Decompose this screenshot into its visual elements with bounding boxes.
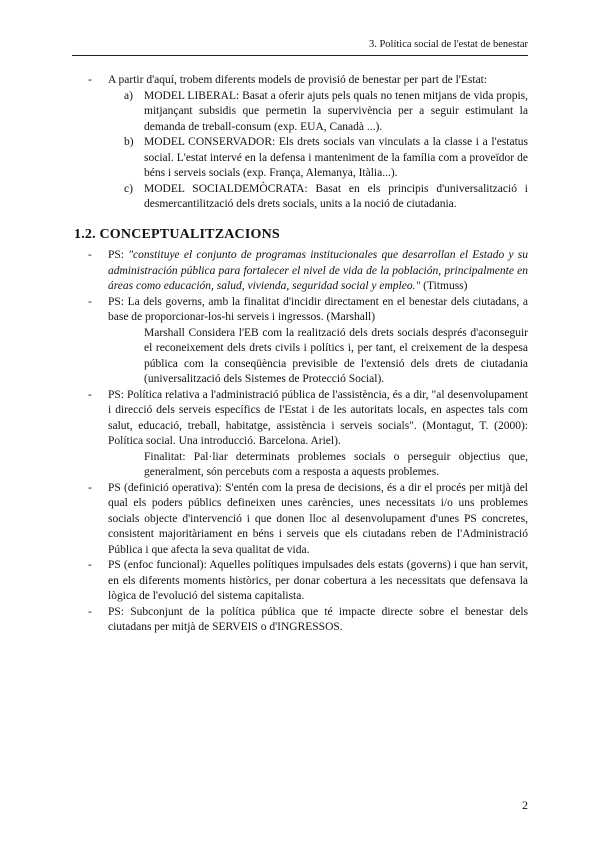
definition-item [88, 558, 528, 605]
header-rule [72, 55, 528, 56]
definition-note: Finalitat: Pal·liar determinats problemes socials o perseguir objectius que, generalment, són percebuts com a resposta a aquests problemes. [144, 450, 528, 478]
bullet-dash: - [88, 481, 92, 494]
bullet-dash: - [88, 559, 92, 571]
running-header: 3. Política social de l'estat de benestar [368, 39, 528, 50]
page-content [74, 73, 528, 636]
definition-item [88, 248, 528, 295]
bullet-dash: - [88, 388, 92, 401]
model-item [88, 89, 528, 136]
model-item [88, 182, 528, 213]
definition-note: Marshall Considera l'EB com la realització dels drets socials després d'aconseguir el reconeixement dels drets civils i polítics i, per tant, el creixement de la despesa pública com la conseqüència previsible de l'extensió dels drets de ciutadania (universalització dels Sistemes de Protecció Social). [144, 326, 528, 385]
definition-text: PS: Subconjunt de la política pública que té impacte directe sobre el benestar dels ciutadans per mitjà de SERVEIS o d'INGRESSOS. [108, 605, 528, 633]
definition-text: PS: La dels governs, amb la finalitat d'incidir directament en el benestar dels ciutadans, a base de proporcionar-los-hi serveis i ingressos. (Marshall) [108, 295, 528, 323]
model-socialdemocrata-text: MODEL SOCIALDEMÒCRATA: Basat en els principis d'universalització i desmercantilització dels drets socials, units a la noció de ciutadania. [144, 182, 528, 210]
list-marker: c) [124, 182, 133, 195]
bullet-dash: - [88, 605, 92, 618]
model-liberal-text: MODEL LIBERAL: Basat a oferir ajuts pels quals no tenen mitjans de vida propis, mitjançant subsidis que permetin la supervivència per a seguir estimulant la demanda de treball-consum (exp. EUA, Canadà ...). [144, 89, 528, 133]
definition-lead: PS: [108, 249, 129, 261]
page-number: 2 [522, 798, 528, 812]
definition-item [88, 481, 528, 559]
intro-text: A partir d'aquí, trobem diferents models de provisió de benestar per part de l'Estat: [108, 74, 488, 86]
bullet-dash: - [88, 74, 92, 86]
model-conservador-text: MODEL CONSERVADOR: Els drets socials van vinculats a la classe i a l'estatus social. L'estat intervé en la defensa i manteniment de la família com a proveïdor de béns i serveis socials (exp. França, Alemanya, Itàlia...). [144, 136, 528, 179]
list-marker: b) [124, 136, 134, 148]
list-marker: a) [124, 89, 133, 102]
bullet-dash: - [88, 295, 92, 308]
definition-text: PS: Política relativa a l'administració pública de l'assistència, és a dir, "al desenvolupament i direcció dels serveis específics de l'Estat i de les autoritats locals, en aspectes tals com salut, educació, treball, habitatge, assistència i serveis socials". (Montagut, T. (2000): Política social. Una introducció. Barcelona. Ariel). [108, 388, 528, 447]
definition-text: PS (enfoc funcional): Aquelles polítiques impulsades dels estats (governs) i que han servit, en els diferents moments històrics, per donar cobertura a les necessitats que defensava la lògica de l'evolució del sistema capitalista. [108, 559, 528, 602]
intro-item [88, 73, 528, 89]
definition-quote: "constituye el conjunto de programas institucionales que desarrollan el Estado y su administración pública para fortalecer el nivel de vida de la población, principalmente en áreas como educación, salud, vivienda, seguridad social y empleo." [108, 249, 528, 292]
definition-item [88, 605, 528, 636]
section-heading: 1.2. CONCEPTUALITZACIONS [74, 226, 280, 242]
definition-item [88, 295, 528, 326]
definition-text: PS (definició operativa): S'entén com la presa de decisions, és a dir el procés per mitjà del qual els poders públics defineixen unes carències, unes necessitats i/o uns problemes socials objecte d'intervenció i que donen lloc al desenvolupament d'unes PS concretes, consistent majoritàriament en béns i serveis que els ciutadans reben de l'Administració Pública i que afecta la seva qualitat de vida. [108, 481, 528, 556]
model-item [88, 135, 528, 182]
definition-item [88, 388, 528, 450]
bullet-dash: - [88, 249, 92, 261]
definition-source: (Titmuss) [420, 280, 468, 292]
